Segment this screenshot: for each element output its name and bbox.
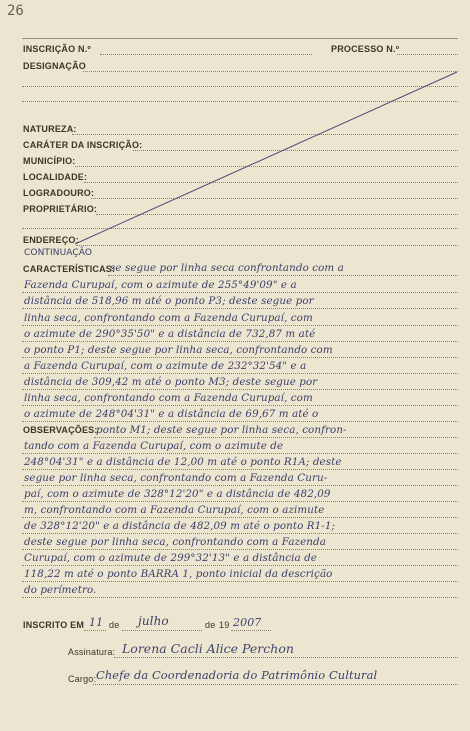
designacao-label: DESIGNAÇÃO [23,61,87,71]
text-rule [22,325,458,326]
cargo-line [93,684,458,685]
localidade-label: LOCALIDADE: [23,172,88,182]
text-line-4: linha seca, confrontando com a Fazenda Curupaí, com [24,312,313,324]
inscricao-label: INSCRIÇÃO N.º [23,44,91,54]
text-line-7: a Fazenda Curupaí, com o azimute de 232°32'54" e a [24,360,307,372]
text-rule [22,549,458,550]
text-rule [22,517,458,518]
text-rule [22,357,458,358]
text-line-20: 118,22 m até o ponto BARRA 1, ponto inicial da descrição [24,568,333,580]
proprietario-label: PROPRIETÁRIO: [23,204,98,214]
text-line-17: de 328°12'20" e a distância de 482,09 m até o ponto R1-1; [24,520,336,532]
text-rule [22,581,458,582]
text-line-15: paí, com o azimute de 328°12'20" e a distância de 482,09 [24,488,331,500]
text-rule [22,373,458,374]
text-line-1: se segue por linha seca confrontando com a [110,262,344,274]
text-rule [22,421,458,422]
text-rule [22,308,458,309]
text-line-13: 248°04'31" e a distância de 12,00 m até o ponto R1A; deste [24,456,342,468]
text-line-12: tando com a Fazenda Curupaí, com o azimute de [24,440,284,452]
inscrito-year-line [231,630,271,631]
text-line-21: do perímetro. [24,584,97,596]
logradouro-label: LOGRADOURO: [23,188,95,198]
signature: Lorena Cacli Alice Perchon [122,641,294,656]
text-rule [22,501,458,502]
text-rule [22,341,458,342]
inscrito-de-1: de [109,620,120,630]
text-line-5: o azimute de 290°35'50" e a distância de 732,87 m até [24,328,316,340]
continuacao-note: CONTINUAÇÃO [24,248,93,258]
text-line-8: distância de 309,42 m até o ponto M3; deste segue por [24,376,318,388]
inscrito-year-printed: 19 [219,620,230,630]
text-line-19: Curupaí, com o azimute de 299°32'13" e a distância de [24,552,317,564]
inscrito-month: julho [138,614,169,628]
text-line-6: o ponto P1; deste segue por linha seca, confrontando com [24,344,333,356]
text-line-16: m, confrontando com a Fazenda Curupaí, com o azimute [24,504,325,516]
inscrito-de-2: de [205,620,216,630]
text-rule [22,389,458,390]
inscrito-day: 11 [89,616,104,629]
text-rule [94,437,458,438]
page-number: 26 [7,3,24,19]
caracteristicas-label: CARACTERÍSTICAS: [23,264,116,274]
municipio-label: MUNICÍPIO: [23,156,76,166]
text-rule [22,405,458,406]
assinatura-label: Assinatura: [68,647,116,657]
cargo-value: Chefe da Coordenadoria do Patrimônio Cultural [96,668,378,682]
inscrito-day-line [84,630,106,631]
text-line-9: linha seca, confrontando com a Fazenda Curupaí, com [24,392,313,404]
inscrito-year: 2007 [233,616,262,629]
text-line-11: ponto M1; deste segue por linha seca, confron- [96,424,347,436]
text-rule [22,597,458,598]
observacoes-label: OBSERVAÇÕES: [23,425,98,435]
natureza-label: NATUREZA: [23,124,77,134]
text-line-3: distância de 518,96 m até o ponto P3; deste segue por [24,295,314,307]
inscrito-month-line [122,630,202,631]
text-rule [22,565,458,566]
processo-label: PROCESSO N.º [331,44,400,54]
carater-label: CARÁTER DA INSCRIÇÃO: [23,140,143,150]
text-rule [22,469,458,470]
cargo-label: Cargo: [68,674,97,684]
text-line-10: o azimute de 248°04'31" e a distância de 69,67 m até o [24,408,319,420]
inscrito-label: INSCRITO EM [23,620,85,630]
text-line-18: deste segue por linha seca, confrontando com a Fazenda [24,536,326,548]
text-rule [22,292,458,293]
text-line-2: Fazenda Curupaí, com o azimute de 255°49'09" e a [24,279,297,291]
assinatura-line [114,657,458,658]
text-rule [22,453,458,454]
text-line-14: segue por linha seca, confrontando com a Fazenda Curu- [24,472,328,484]
text-rule [22,485,458,486]
endereco-label: ENDEREÇO: [23,235,79,245]
text-rule [22,533,458,534]
text-rule [108,275,458,276]
